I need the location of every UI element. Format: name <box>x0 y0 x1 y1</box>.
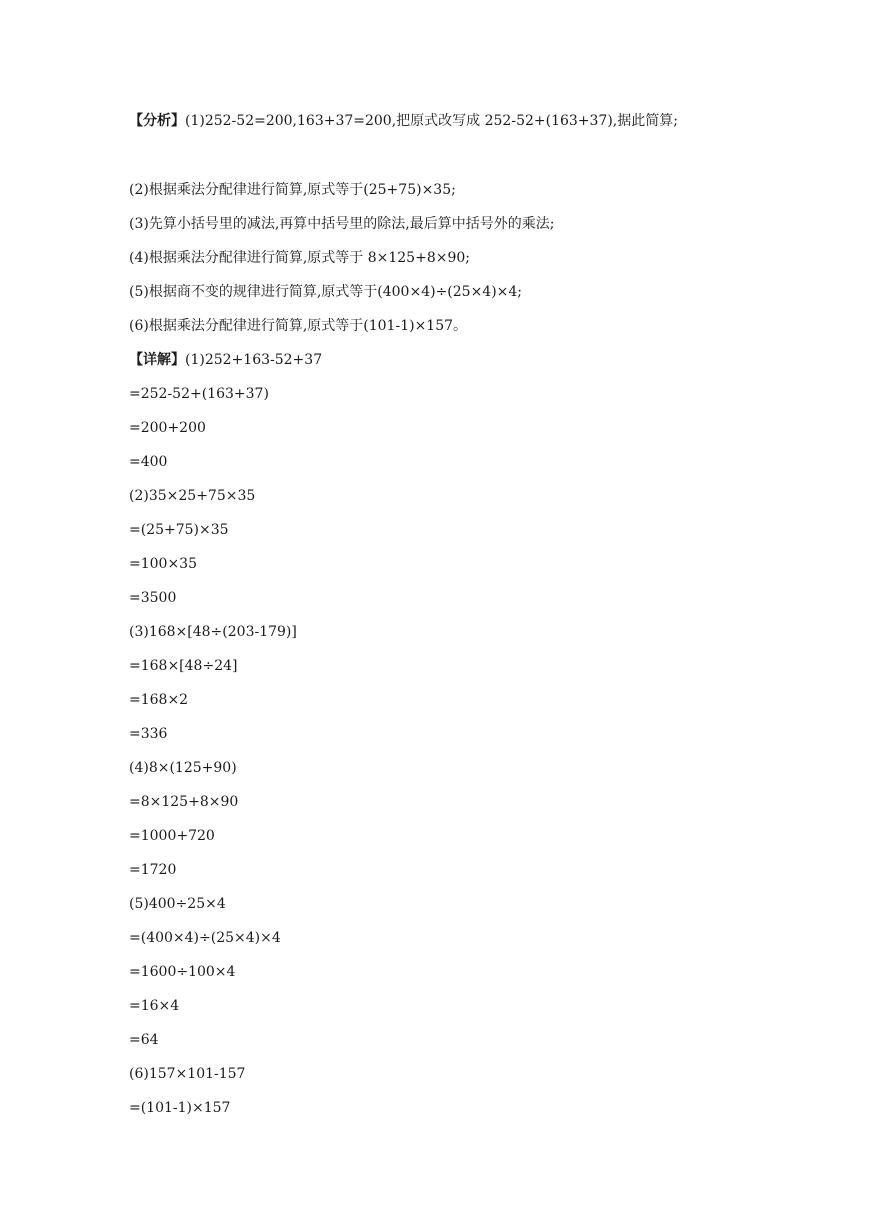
analysis-line-6: (6)根据乘法分配律进行简算,原式等于(101-1)×157。 <box>129 318 468 334</box>
detail-line-21: (6)157×101-157 <box>129 1066 246 1082</box>
detail-line-11: =336 <box>129 726 168 742</box>
analysis-heading: 【分析】 <box>129 113 185 129</box>
analysis-line-1 <box>129 104 744 138</box>
analysis-text-1: (1)252-52=200,163+37=200,把原式改写成 252-52+(163+37),据此简算; <box>185 113 678 129</box>
detail-line-8: (3)168×[48÷(203-179)] <box>129 624 297 640</box>
detail-line-2: =200+200 <box>129 420 206 436</box>
detail-line-22: =(101-1)×157 <box>129 1100 231 1116</box>
detail-line-3: =400 <box>129 454 168 470</box>
detail-first-expression: (1)252+163-52+37 <box>185 352 323 368</box>
detail-line-12: (4)8×(125+90) <box>129 760 237 776</box>
detail-line-17: =(400×4)÷(25×4)×4 <box>129 930 281 946</box>
detail-line-4: (2)35×25+75×35 <box>129 488 256 504</box>
detail-line-6: =100×35 <box>129 556 197 572</box>
detail-line-13: =8×125+8×90 <box>129 794 239 810</box>
detail-line-14: =1000+720 <box>129 828 215 844</box>
detail-line-7: =3500 <box>129 590 177 606</box>
detail-line-0 <box>129 350 322 370</box>
analysis-line-3: (3)先算小括号里的减法,再算中括号里的除法,最后算中括号外的乘法; <box>129 216 555 232</box>
detail-line-16: (5)400÷25×4 <box>129 896 226 912</box>
analysis-line-5: (5)根据商不变的规律进行简算,原式等于(400×4)÷(25×4)×4; <box>129 284 523 300</box>
detail-line-15: =1720 <box>129 862 177 878</box>
detail-line-20: =64 <box>129 1032 159 1048</box>
detail-line-10: =168×2 <box>129 692 189 708</box>
analysis-line-2: (2)根据乘法分配律进行简算,原式等于(25+75)×35; <box>129 182 456 198</box>
analysis-line-4: (4)根据乘法分配律进行简算,原式等于 8×125+8×90; <box>129 250 470 266</box>
detail-line-19: =16×4 <box>129 998 180 1014</box>
detail-line-1: =252-52+(163+37) <box>129 386 269 402</box>
detail-line-18: =1600÷100×4 <box>129 964 236 980</box>
detail-heading: 【详解】 <box>129 352 185 368</box>
detail-line-9: =168×[48÷24] <box>129 658 238 674</box>
detail-line-5: =(25+75)×35 <box>129 522 229 538</box>
